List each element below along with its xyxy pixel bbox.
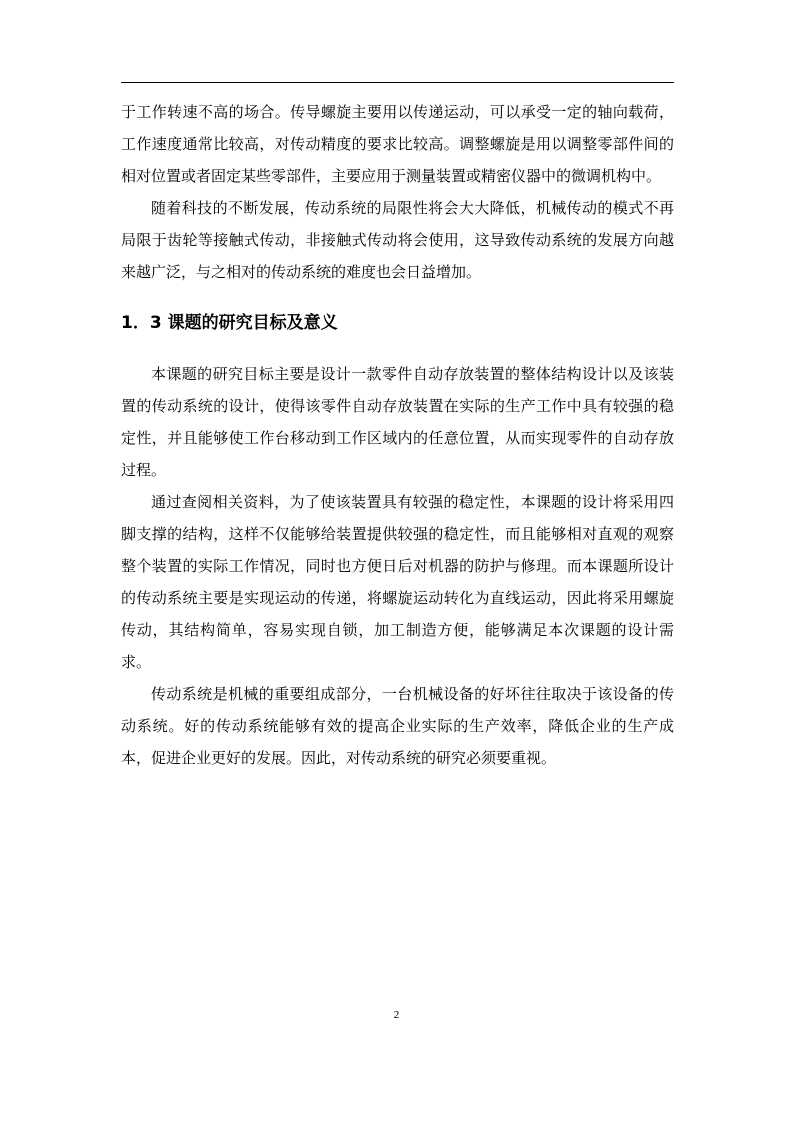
page-body <box>121 96 674 774</box>
header-rule <box>121 82 674 83</box>
paragraph-continuation: 于工作转速不高的场合。传导螺旋主要用以传递运动，可以承受一定的轴向载荷，工作速度通常比较高，对传动精度的要求比较高。调整螺旋是用以调整零部件间的相对位置或者固定某些零部件，主要应用于测量装置或精密仪器中的微调机构中。 <box>121 103 674 185</box>
section-heading: 1．3 课题的研究目标及意义 <box>121 313 338 333</box>
paragraph-technology-development: 随着科技的不断发展，传动系统的局限性将会大大降低，机械传动的模式不再局限于齿轮等接触式传动，非接触式传动将会使用，这导致传动系统的发展方向越来越广泛，与之相对的传动系统的难度也会日益增加。 <box>121 199 674 281</box>
paragraph-research-goal: 本课题的研究目标主要是设计一款零件自动存放装置的整体结构设计以及该装置的传动系统的设计，使得该零件自动存放装置在实际的生产工作中具有较强的稳定性，并且能够使工作台移动到工作区域内的任意位置，从而实现零件的自动存放过程。 <box>121 365 674 479</box>
paragraph-structure-design: 通过查阅相关资料，为了使该装置具有较强的稳定性，本课题的设计将采用四脚支撑的结构，这样不仅能够给装置提供较强的稳定性，而且能够相对直观的观察整个装置的实际工作情况，同时也方便日后对机器的防护与修理。而本课题所设计的传动系统主要是实现运动的传递，将螺旋运动转化为直线运动，因此将采用螺旋传动，其结构简单，容易实现自锁，加工制造方便，能够满足本次课题的设计需求。 <box>121 493 674 671</box>
paragraph-transmission-importance: 传动系统是机械的重要组成部分，一台机械设备的好坏往往取决于该设备的传动系统。好的传动系统能够有效的提高企业实际的生产效率，降低企业的生产成本，促进企业更好的发展。因此，对传动系统的研究必须要重视。 <box>121 685 674 767</box>
page-number: 2 <box>393 1009 400 1021</box>
